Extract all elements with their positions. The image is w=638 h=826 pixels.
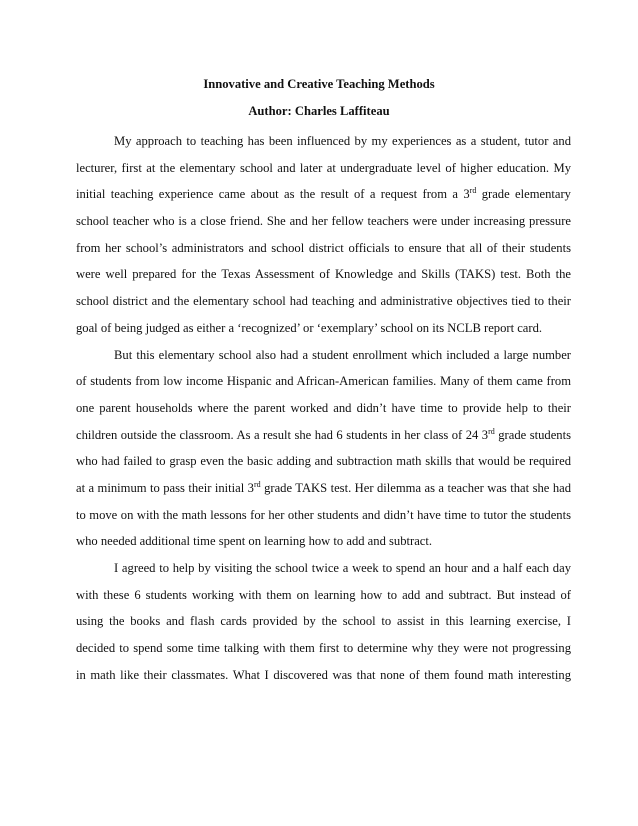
text-run: grade TAKS test. Her dilemma as a teacher was that she had [260,480,571,495]
paragraph [76,555,571,688]
ordinal-superscript: rd [469,186,477,196]
text-line: of students from low income Hispanic and African-American families. Many of them came from [76,374,571,389]
paragraph [76,342,571,556]
text-run: grade elementary [476,187,571,202]
paragraph [76,128,571,342]
text-line: with these 6 students working with them on learning how to add and subtract. But instead of [76,587,571,602]
text-line: goal of being judged as either a ‘recognized’ or ‘exemplary’ school on its NCLB report card. [76,320,543,335]
text-run: initial teaching experience came about as the result of a request from a 3 [76,187,470,202]
text-line: But this elementary school also had a student enrollment which included a large number [114,347,571,362]
document-title: Innovative and Creative Teaching Methods [203,77,435,91]
text-line [76,475,571,502]
text-line [76,422,571,449]
text-run: at a minimum to pass their initial 3 [76,480,254,495]
document-author: Author: Charles Laffiteau [248,104,390,118]
text-line: were well prepared for the Texas Assessment of Knowledge and Skills (TAKS) test. Both the [76,267,571,282]
text-line: one parent households where the parent worked and didn’t have time to provide help to their [76,400,571,415]
text-line: to move on with the math lessons for her other students and didn’t have time to tutor the students [76,507,571,522]
ordinal-superscript: rd [488,426,495,436]
text-run: children outside the classroom. As a result she had 6 students in her class of 24 3 [76,427,489,442]
text-run: grade students [494,427,571,442]
text-line: My approach to teaching has been influenced by my experiences as a student, tutor and [114,134,571,148]
text-line [76,181,571,208]
text-line: using the books and flash cards provided by the school to assist in this learning exercise, I [76,614,571,629]
text-line: from her school’s administrators and school district officials to ensure that all of their students [76,240,571,255]
text-line: decided to spend some time talking with them first to determine why they were not progressing [76,641,571,656]
text-line: who had failed to grasp even the basic adding and subtraction math skills that would be required [76,454,571,469]
document-body [76,128,571,688]
text-line: school district and the elementary school had teaching and administrative objectives tied to their [76,294,571,309]
ordinal-superscript: rd [253,479,261,489]
text-line: lecturer, first at the elementary school and later at undergraduate level of higher education. My [76,160,571,175]
text-line: who needed additional time spent on learning how to add and subtract. [76,534,433,549]
text-line: in math like their classmates. What I discovered was that none of them found math interesting [76,667,571,682]
text-line: school teacher who is a close friend. She and her fellow teachers were under increasing pressure [76,214,571,229]
text-line: I agreed to help by visiting the school twice a week to spend an hour and a half each day [114,561,571,575]
